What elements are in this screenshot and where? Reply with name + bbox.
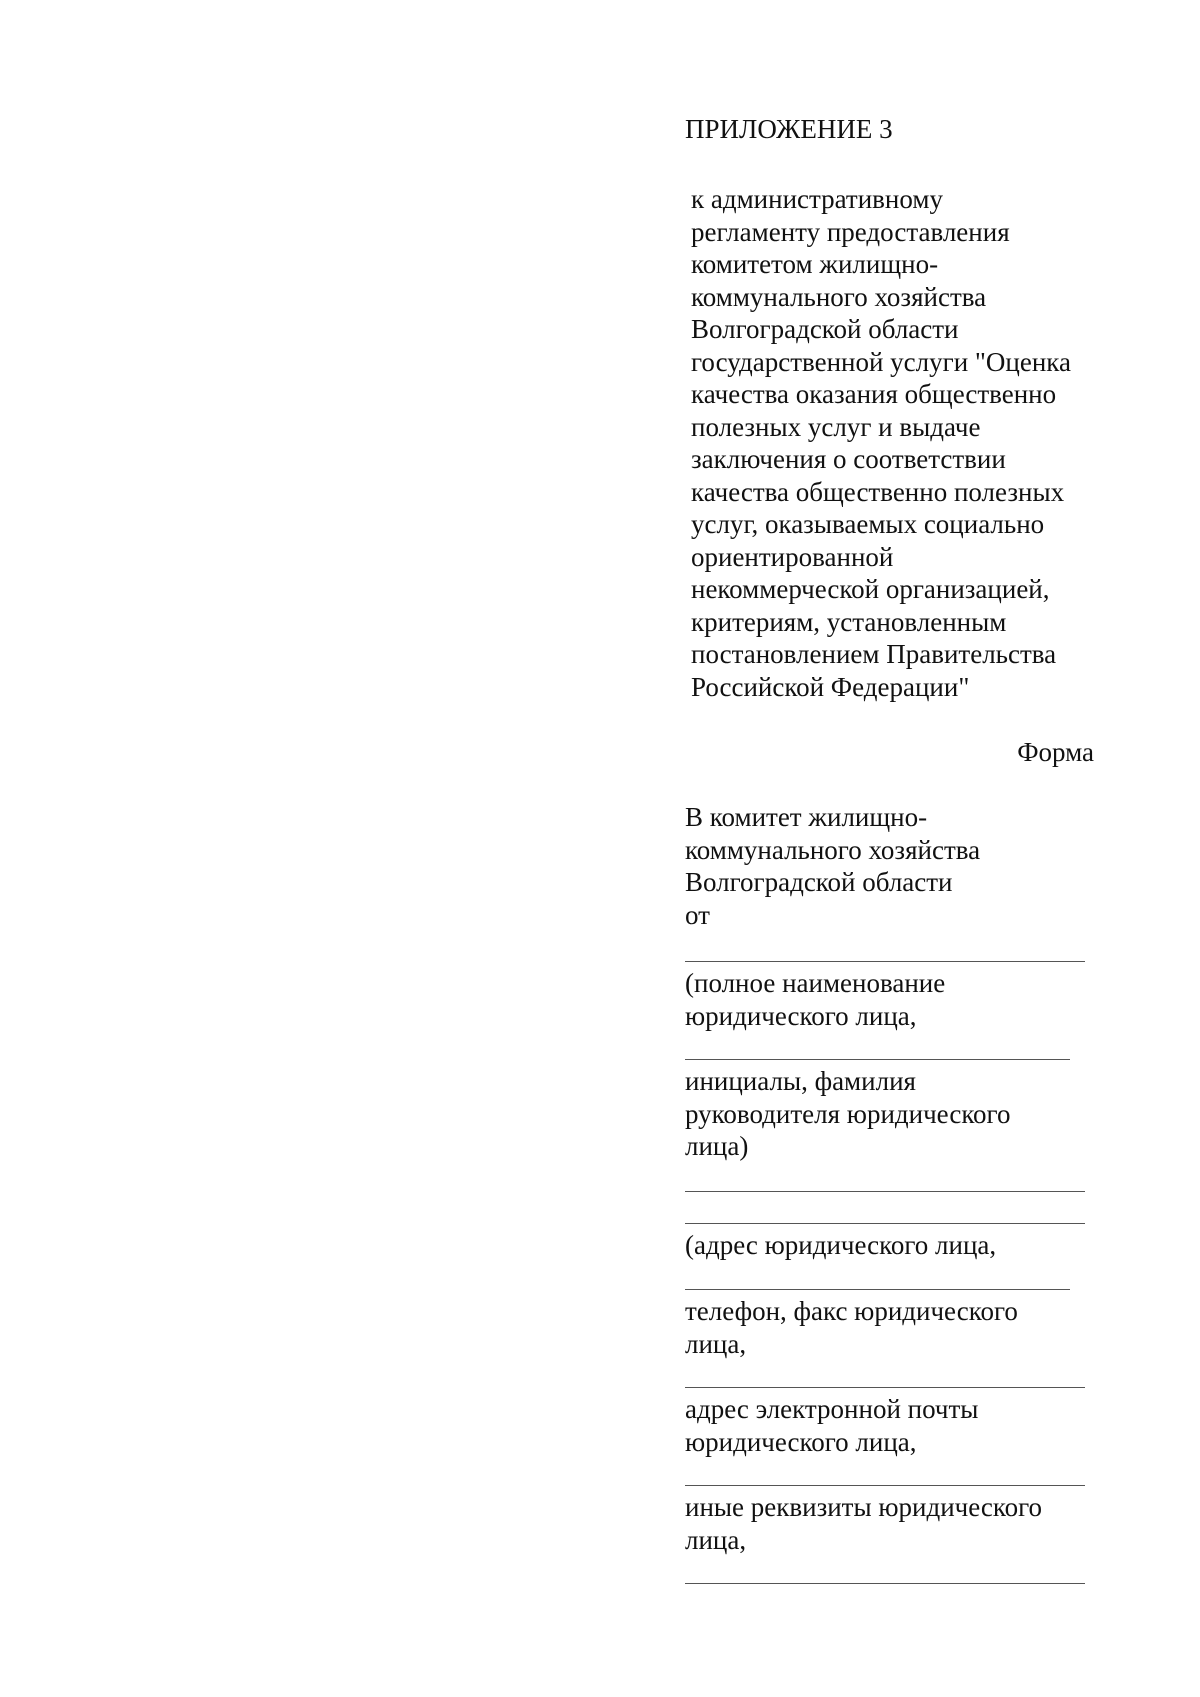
caption-line: телефон, факс юридического — [685, 1296, 1018, 1326]
appendix-subtitle-line: заключения о соответствии — [691, 444, 1006, 474]
caption-address — [685, 1229, 996, 1262]
appendix-subtitle-line: Волгоградской области — [691, 314, 959, 344]
caption-line: юридического лица, — [685, 1000, 917, 1031]
fill-line-address-2 — [685, 1223, 1085, 1224]
appendix-subtitle-line: ориентированной — [691, 541, 894, 572]
caption-line: инициалы, фамилия — [685, 1066, 916, 1096]
addressee-line: Волгоградской области — [685, 867, 953, 897]
fill-line-full-name — [685, 961, 1085, 962]
appendix-subtitle-line: критериям, установленным — [691, 606, 1007, 637]
caption-line: (адрес юридического лица, — [685, 1230, 997, 1260]
fill-line-address-1 — [685, 1191, 1085, 1192]
caption-email — [685, 1393, 978, 1458]
fill-line-other-details — [685, 1485, 1085, 1486]
caption-full-name — [685, 967, 945, 1032]
caption-line: лица, — [685, 1328, 747, 1359]
appendix-subtitle-line: коммунального хозяйства — [691, 281, 987, 312]
appendix-subtitle-line: некоммерческой организацией, — [691, 574, 1050, 604]
appendix-subtitle-line: Российской Федерации" — [691, 671, 970, 702]
appendix-subtitle-line: постановлением Правительства — [691, 639, 1057, 669]
appendix-title: ПРИЛОЖЕНИЕ 3 — [685, 114, 893, 144]
addressee-line: коммунального хозяйства — [685, 834, 981, 865]
fill-line-email — [685, 1387, 1085, 1388]
fill-line-head-name — [685, 1059, 1070, 1060]
caption-line: лица, — [685, 1524, 747, 1555]
appendix-subtitle — [691, 183, 1071, 703]
appendix-subtitle-line: государственной услуги "Оценка — [691, 346, 1072, 377]
appendix-subtitle-line: полезных услуг и выдаче — [691, 411, 981, 442]
caption-line: иные реквизиты юридического — [685, 1492, 1043, 1522]
addressee-line: В комитет жилищно- — [685, 802, 928, 832]
caption-other-details — [685, 1491, 1042, 1556]
caption-line: руководителя юридического — [685, 1098, 1011, 1129]
caption-line: юридического лица, — [685, 1426, 917, 1457]
appendix-subtitle-line: услуг, оказываемых социально — [691, 509, 1045, 539]
appendix-subtitle-line: к административному — [691, 184, 943, 214]
caption-line: (полное наименование — [685, 968, 946, 998]
form-label: Форма — [1017, 737, 1094, 767]
addressee-line: от — [685, 899, 710, 930]
caption-head-name — [685, 1065, 1010, 1163]
caption-line: адрес электронной почты — [685, 1394, 979, 1424]
appendix-subtitle-line: качества оказания общественно — [691, 379, 1057, 409]
appendix-subtitle-line: качества общественно полезных — [691, 476, 1065, 507]
appendix-subtitle-line: комитетом жилищно- — [691, 249, 939, 279]
caption-line: лица) — [685, 1131, 749, 1161]
fill-line-phone-fax — [685, 1289, 1070, 1290]
addressee-block — [685, 801, 980, 931]
appendix-subtitle-line: регламенту предоставления — [691, 216, 1010, 247]
caption-phone-fax — [685, 1295, 1018, 1360]
fill-line-final — [685, 1583, 1085, 1584]
